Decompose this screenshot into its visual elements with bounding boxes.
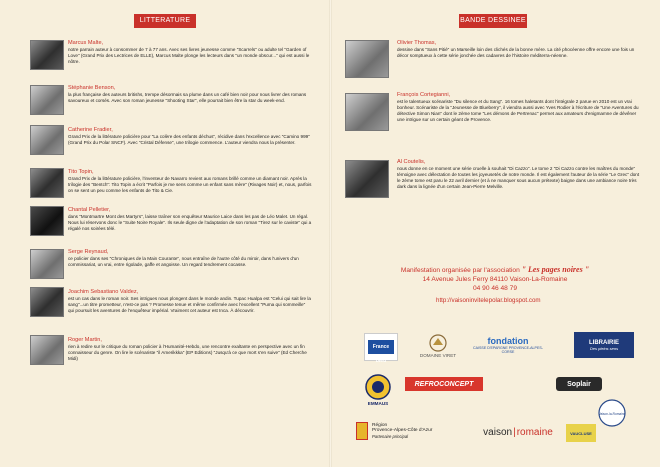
author-bio: Grand Prix de la littérature policière pour "La colère des enfants déchus", récidive dans l'excellence avec "Camino 999" (Grand Prix du Polar SNCF). Avec "Cristal Défense", une trilogie commence. L'auteur viendra nous la présenter. [68, 134, 310, 146]
romaine-text: romaine [516, 426, 553, 438]
domaine-viret-emblem [427, 333, 449, 353]
author-bio: est le talentueux scénariste "Du silence et du Sang". 16 tomes haletants dont l'intégrale 2 parue en 2010 est un vrai bonheur. Scénariste de la "Jeunesse de Blueberry", il viendra aussi avec Yves Rodier à l'écriture de "Une Aventures du détective Simon Nian" dont le 2ème tome "Les démons de Pertrenac" permet aux amateurs d'enigmamne de dévêner une intrigue sur un certain géant de Provence. [397, 99, 639, 123]
region-shield-icon [356, 422, 368, 440]
author-photo [30, 206, 64, 236]
author-photo [345, 93, 389, 131]
author-photo [345, 40, 389, 78]
author-bio: est un cas dans le roman noir. Ses intrigues nous plongent dans le monde andin. Tupac Hualpa est "Celui qui sait lire la sang"...un titre prometteur, n'est-ce pas ? Promesse tenue et même confirmée avec l'excellent "Puma qui sommeille" qui poursuit les aventures de l'enquêteur impérial. Vraiment cet auteur est Inca. À découvrir. [68, 296, 311, 314]
blog-link[interactable]: http://vaisoninvitelepolar.blogspot.com [436, 297, 541, 304]
author-photo [30, 40, 64, 70]
region-paca-logo [356, 420, 474, 442]
fondation-subtext: CAISSE D'EPARGNE PROVENCE-ALPES-CORSE [473, 346, 543, 354]
author-bio: dans "Montmartre Mont des Martyrs", laisse traîner son enquêteur Maurice Laice dans les pas de Léo Malet. Un régal. Nous lui réservons donc le "Suite Noire Royale". Ils seule digne de l'adaptation de son roman "Tirez sur le caviste" qui a régalé nos soirées télé. [68, 214, 312, 232]
librairie-logo [574, 332, 634, 358]
author-bio: nous donne en ce moment une série cruelle à souhait "Di Cazzo". Le tome 2 "Di Cazzo contre les maîtres du monde" témoigne avec délectation de toutes les joyeusetés de notre monde. Il est également l'auteur de la série "Le Grec" dont le 2ème tome est paru le 22 avril dernier (et à ne manquer sous aucun prétexte) baigne dans une ambiance noire très dark dans la lignée d'un certain Jean-Pierre Melville. [397, 166, 640, 190]
vaison-nature-text: Vaison-la-Romaine [598, 412, 626, 416]
organisation-block [350, 265, 640, 293]
author-name: Al Coutelis, [397, 159, 426, 165]
author-bio: dessine dans "Sans Pitié" un Marseille loin des clichés de la bonne mère. La cité phocéenne offre encore une fois un décor somptueux à cette série jonchée des cadavres de l'histoire méditerra-néenne. [397, 47, 635, 59]
region-name: Provence-Alpes-Côte d'Azur [372, 428, 433, 434]
vaucluse-logo: VAUCLUSE [566, 424, 596, 442]
author-name: Stéphanie Benson, [68, 85, 116, 91]
fondation-logo [470, 330, 546, 360]
litterature-heading: LITTERATURE [134, 14, 196, 28]
author-name: Joachim Sebastiano Valdez, [68, 289, 139, 295]
emmaus-text: EMMAUS [367, 400, 389, 406]
organisation-prefix: Manifestation organisée par l'association [400, 267, 522, 274]
bande-dessinee-heading: BANDE DESSINEE [459, 14, 527, 28]
author-name: Roger Martin, [68, 337, 102, 343]
author-photo [30, 335, 64, 365]
author-photo [30, 287, 64, 317]
association-name: " Les pages noires " [521, 265, 590, 274]
domaine-viret-logo [412, 328, 464, 362]
vaison-text: vaison [483, 426, 513, 438]
page-fold [329, 0, 332, 467]
domaine-viret-text: DOMAINE VIRET [419, 352, 457, 358]
author-photo [30, 85, 64, 115]
author-photo [30, 249, 64, 279]
author-name: Chantal Pelletier, [68, 207, 111, 213]
emmaus-emblem [363, 373, 393, 401]
emmaus-logo [361, 370, 395, 408]
author-name: François Cortegianni, [397, 92, 451, 98]
author-bio: la plus française des auteurs britishs, trempe désormais sa plume dans un café bien noir pour nous livrer des romans savoureux et corsés. Avec son roman jeunesse "Shooting Star", elle pourrait bien être la star du week-end. [68, 92, 307, 104]
vaison-la-romaine-logo: vaison | romaine [483, 426, 553, 438]
fondation-text: fondation [487, 336, 529, 346]
organisation-address: 14 Avenue Jules Ferry 84110 Vaison-La-Romaine [422, 276, 568, 283]
librairie-text: LIBRAIRIE [589, 339, 619, 346]
author-name: Tito Topin, [68, 169, 94, 175]
vaison-nature-logo [594, 396, 630, 430]
france-bleu-mark: France bleu [368, 340, 394, 354]
vaison-nature-emblem [597, 398, 627, 428]
organisation-phone: 04 90 46 48 79 [473, 285, 517, 292]
librairie-subtext: Des pleins sens [589, 345, 619, 351]
author-name: Catherine Fradier, [68, 127, 113, 133]
author-photo [30, 168, 64, 198]
region-partner: Partenaire principal [372, 433, 409, 439]
author-name: Olivier Thomas, [397, 40, 437, 46]
author-bio: notre parrain auteur à consommer de 7 à 77 ans. Avec ses livres jeunesse comme "Scarrels" ou adulte tel "Garden of Love" (Grand Prix des Lectrices de ELLE), Marcus Malte plonge les lecteurs dans "un monde obscur..." qui est aussi le nôtre. [68, 47, 310, 65]
author-photo [345, 160, 389, 198]
refroconcept-logo: REFROCONCEPT [405, 377, 483, 391]
france-bleu-logo [364, 333, 398, 364]
author-bio: rien à redire sur le critique du roman policier à l'Humanité-Hebdo, une rencontre exaltante en perspective avec un fin connaisseur du genre. On lire le scénariste "il Amerikkka" (EP Editions) "Jusqu'à ce que mort s'en suive" (Ed Cherche Midi) [68, 344, 307, 362]
author-bio: ce policier dans ses "Chroniques de la Main Courante", nous entraîne de l'autre côté du miroir, dans l'univers d'un commissariat, un vrai, entre rigolade, gaffe et angoisse. Un regard tendrement cocasse. [68, 256, 299, 268]
organisation-line [350, 265, 640, 275]
author-photo [30, 125, 64, 155]
soplair-logo: Soplair [556, 377, 602, 391]
region-label: Région [372, 422, 388, 428]
author-bio: Grand Prix de la littérature policière, l'inventeur de Navarro revient aux romans brillé comme un diamant noir. Après la trilogie des "Bentch": Tito Topin a écrit "Parfois je me sens comme un enfant sans mère" (Rivages Noir) et, nous, parfois on se sent un peu comme les enfants de Tito & Cie. [68, 176, 312, 194]
author-name: Serge Reynaud, [68, 249, 109, 255]
author-name: Marcus Malte, [68, 40, 104, 46]
